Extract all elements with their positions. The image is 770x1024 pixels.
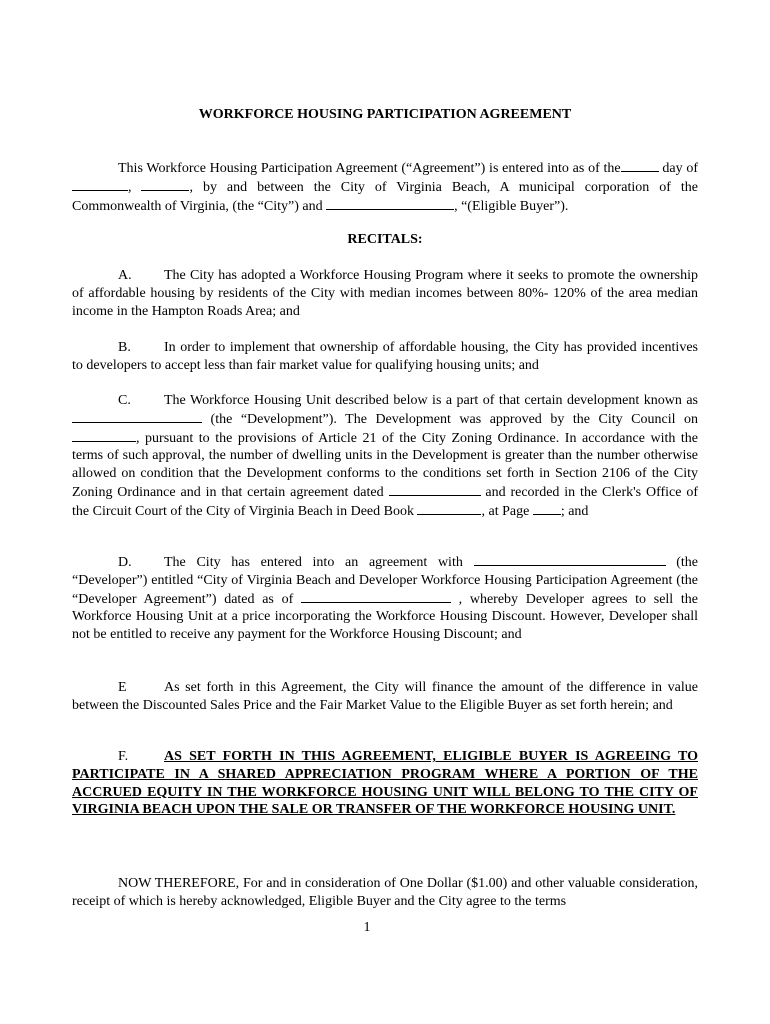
recital-f <box>72 748 698 819</box>
intro-text-5: , “(Eligible Buyer”). <box>454 198 569 214</box>
intro-text-1: This Workforce Housing Participation Agreement (“Agreement”) is entered into as of the <box>118 161 621 176</box>
month-blank[interactable] <box>72 178 128 191</box>
recital-d-text-2: (the “Developer”) entitled “City of Virginia Beach and Developer Workforce Housing Participation Agreement (the “Developer Agreement”) dated as of <box>72 555 698 607</box>
recital-c-label: C. <box>118 393 131 408</box>
recital-c-text-3: , pursuant to the provisions of Article 21 of the City Zoning Ordinance. In accordance with the terms of such approval, the number of dwelling units in the Development is greater than the number otherwise allowed on condition that the Development conforms to the conditions set forth in Section 2106 of the City Zoning Ordinance and in that certain agreement dated <box>72 430 698 500</box>
recital-e-text: As set forth in this Agreement, the City will finance the amount of the difference in value between the Discounted Sales Price and the Fair Market Value to the Eligible Buyer as set forth herein; and <box>72 680 698 713</box>
recital-c-text-4: and recorded in the Clerk's Office of the Circuit Court of the City of Virginia Beach in Deed Book <box>72 484 698 519</box>
intro-paragraph <box>72 159 698 215</box>
recitals-heading: RECITALS: <box>347 232 423 247</box>
page-number: 1 <box>363 920 371 935</box>
agreement-date-blank[interactable] <box>389 483 481 496</box>
recital-c-text-5: , at Page <box>481 503 530 519</box>
recital-b-text: In order to implement that ownership of affordable housing, the City has provided incentives to developers to accept less than fair market value for qualifying housing units; and <box>72 340 698 373</box>
recital-f-text: AS SET FORTH IN THIS AGREEMENT, ELIGIBLE BUYER IS AGREEING TO PARTICIPATE IN A SHARED APPRECIATION PROGRAM WHERE A PORTION OF THE ACCRUED EQUITY IN THE WORKFORCE HOUSING UNIT WILL BELONG TO THE CITY OF VIRGINIA BEACH UPON THE SALE OR TRANSFER OF THE WORKFORCE HOUSING UNIT. <box>72 749 698 818</box>
recital-b-label: B. <box>118 340 131 355</box>
recital-a-label: A. <box>118 268 132 283</box>
recital-e <box>72 679 698 715</box>
recital-c-text-1: The Workforce Housing Unit described below is a part of that certain development known as <box>164 393 698 408</box>
recital-d-text-3: , whereby Developer agrees to sell the Workforce Housing Unit at a price incorporating the Workforce Housing Discount. However, Developer shall not be entitled to receive any payment for the Workforce Housing Discount; and <box>72 591 698 643</box>
page-blank[interactable] <box>533 502 561 515</box>
intro-text-4: , by and between the City of Virginia Beach, A municipal corporation of the Commonwealth of Virginia, (the “City”) and <box>72 179 699 214</box>
developer-name-blank[interactable] <box>474 553 666 566</box>
recital-d-label: D. <box>118 555 132 570</box>
deed-book-blank[interactable] <box>417 502 481 515</box>
document-title: WORKFORCE HOUSING PARTICIPATION AGREEMENT <box>198 107 572 122</box>
now-therefore-paragraph <box>72 875 698 911</box>
year-blank[interactable] <box>141 178 189 191</box>
development-name-blank[interactable] <box>72 410 202 423</box>
recital-a-text: The City has adopted a Workforce Housing Program where it seeks to promote the ownership of affordable housing by residents of the City with median incomes between 80%- 120% of the area median income in the Hampton Roads Area; and <box>72 268 698 319</box>
recital-d-text-1: The City has entered into an agreement with <box>164 555 463 570</box>
recital-e-label: E <box>118 680 127 695</box>
eligible-buyer-blank[interactable] <box>326 197 454 210</box>
recital-f-label: F. <box>118 749 129 764</box>
date-blank[interactable] <box>621 159 659 172</box>
recital-d <box>72 553 698 644</box>
recital-a <box>72 267 698 320</box>
recital-c-text-6: ; and <box>560 503 589 519</box>
recital-b <box>72 339 698 375</box>
now-therefore-text: NOW THEREFORE, For and in consideration of One Dollar ($1.00) and other valuable consideration, receipt of which is hereby acknowledged, Eligible Buyer and the City agree to the terms <box>72 876 698 909</box>
intro-text-2: day of <box>662 161 698 176</box>
recital-c-text-2: (the “Development”). The Development was approved by the City Council on <box>210 411 699 427</box>
council-date-blank[interactable] <box>72 429 136 442</box>
intro-text-3: , <box>128 179 132 195</box>
developer-agreement-date-blank[interactable] <box>301 590 451 603</box>
recital-c <box>72 392 698 521</box>
